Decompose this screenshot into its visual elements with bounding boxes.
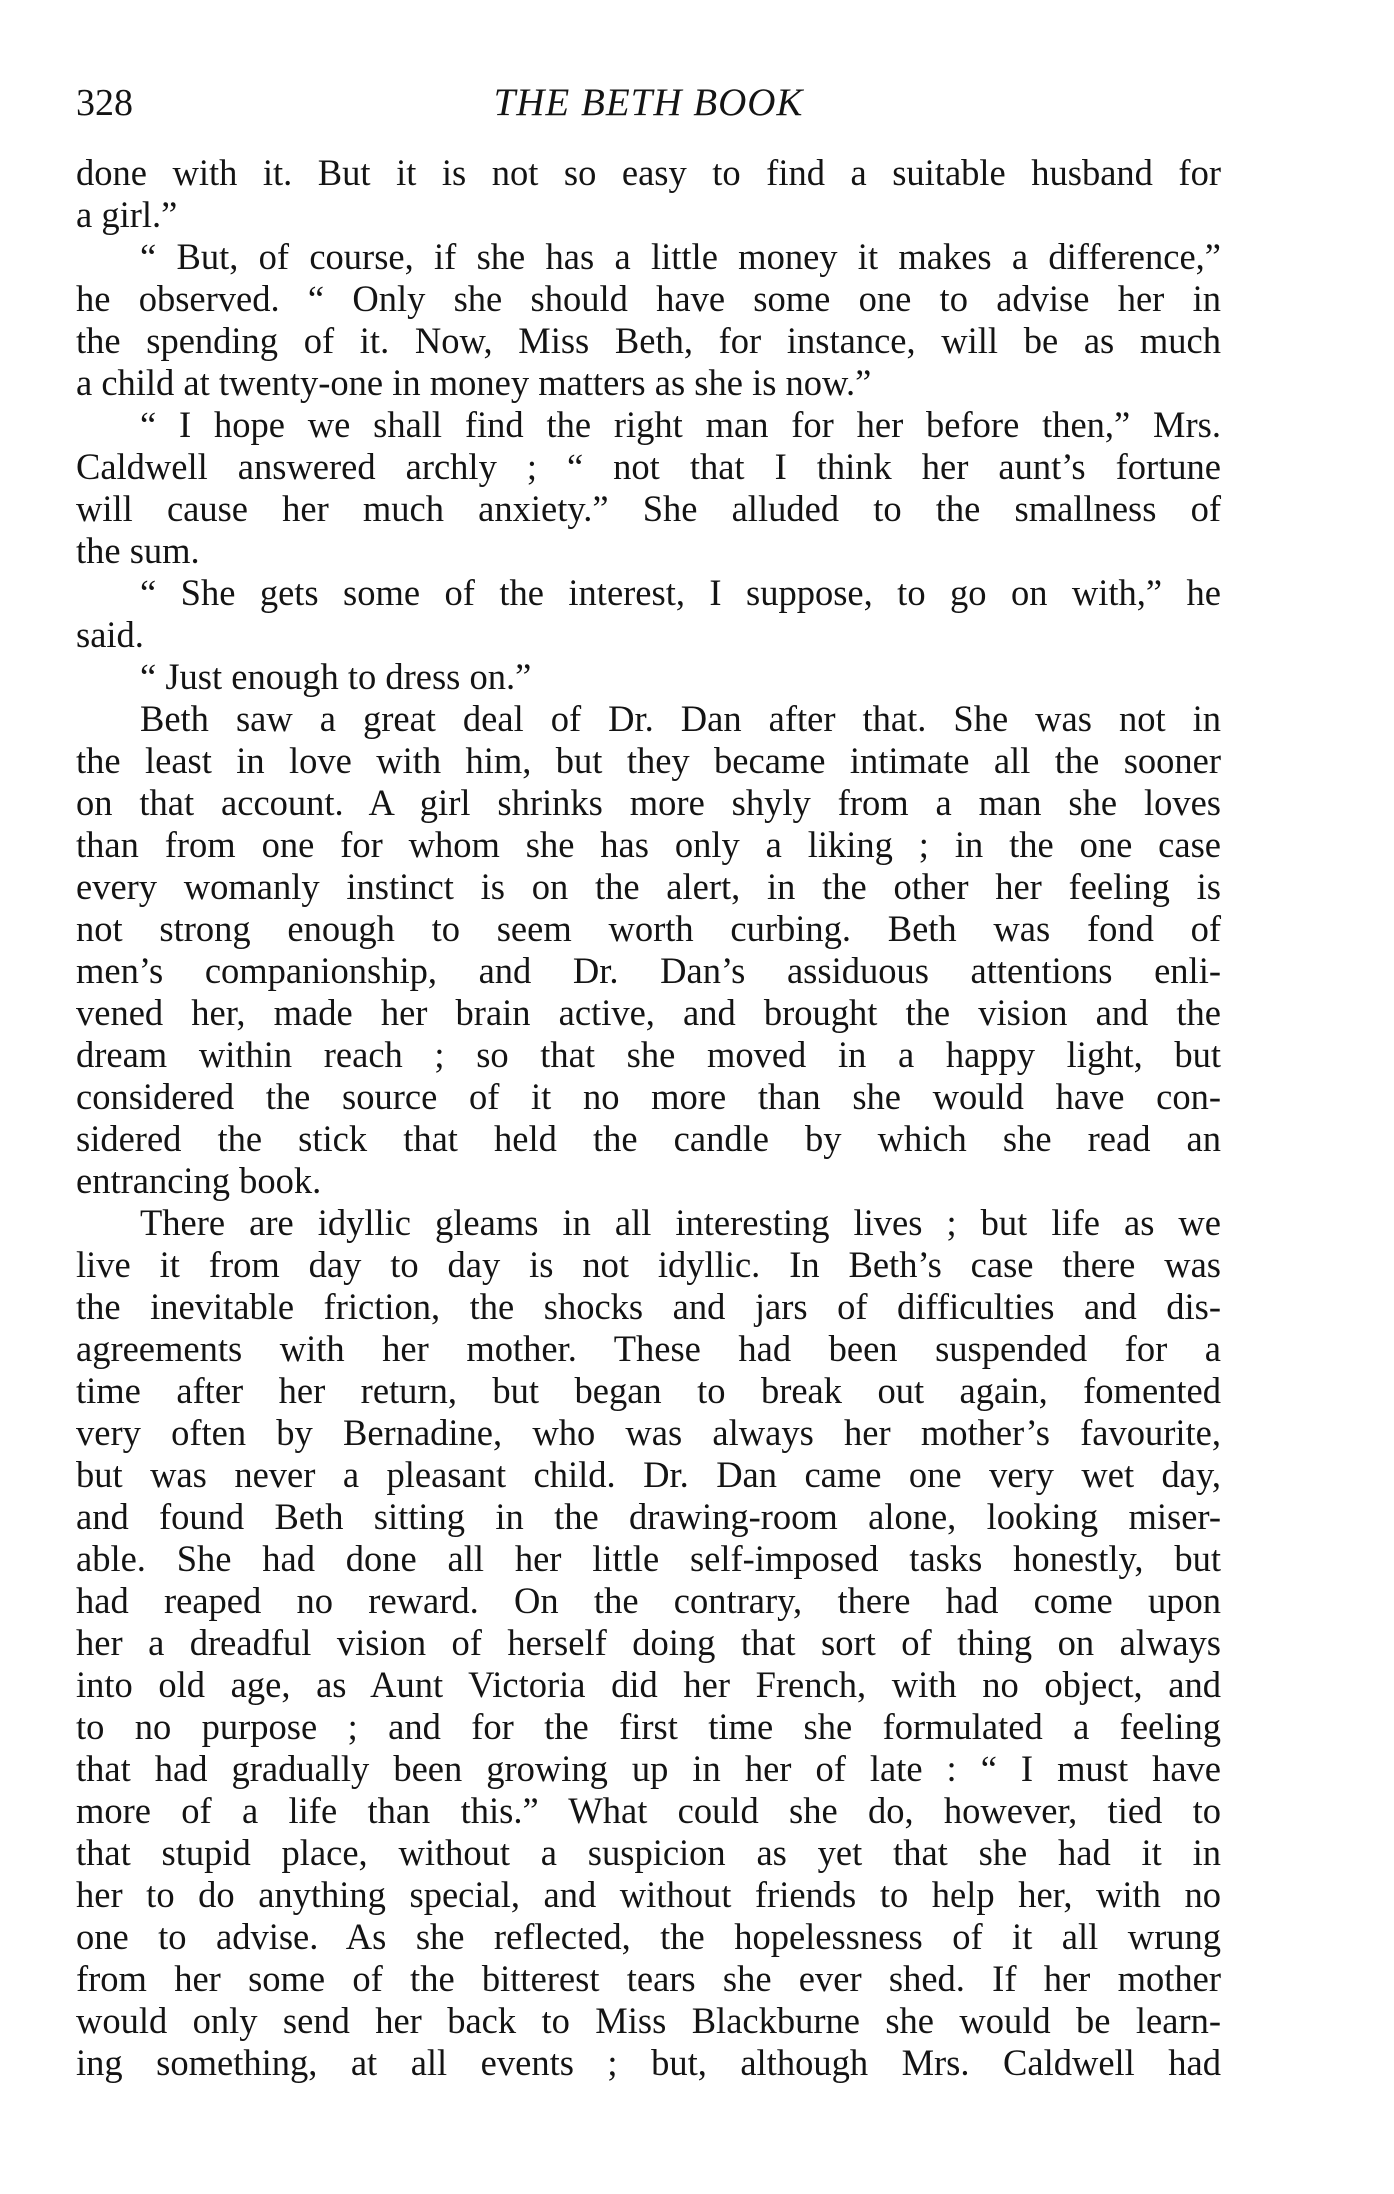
text-line: considered the source of it no more than she would have con- <box>76 1076 1221 1117</box>
text-line: time after her return, but began to break out again, fomented <box>76 1370 1221 1411</box>
text-line: that stupid place, without a suspicion as yet that she had it in <box>76 1832 1221 1873</box>
text-line: “ Just enough to dress on.” <box>140 656 532 697</box>
text-line: and found Beth sitting in the drawing-room alone, looking miser- <box>76 1496 1221 1537</box>
text-line: dream within reach ; so that she moved in a happy light, but <box>76 1034 1221 1075</box>
text-line: vened her, made her brain active, and brought the vision and the <box>76 992 1221 1033</box>
text-line: “ I hope we shall find the right man for her before then,” Mrs. <box>140 404 1221 445</box>
text-line: the sum. <box>76 530 200 571</box>
text-line: her a dreadful vision of herself doing that sort of thing on always <box>76 1622 1221 1663</box>
text-line: into old age, as Aunt Victoria did her French, with no object, and <box>76 1664 1221 1705</box>
text-line: very often by Bernadine, who was always her mother’s favourite, <box>76 1412 1221 1453</box>
text-line: “ She gets some of the interest, I suppose, to go on with,” he <box>140 572 1221 613</box>
text-line: “ But, of course, if she has a little money it makes a difference,” <box>140 236 1221 277</box>
page-number: 328 <box>76 82 133 124</box>
text-line: a girl.” <box>76 194 178 235</box>
text-line: live it from day to day is not idyllic. In Beth’s case there was <box>76 1244 1221 1285</box>
text-line: than from one for whom she has only a liking ; in the one case <box>76 824 1221 865</box>
page-header <box>76 78 1221 134</box>
text-line: will cause her much anxiety.” She alluded to the smallness of <box>76 488 1221 529</box>
body-text <box>76 152 1221 2084</box>
text-line: men’s companionship, and Dr. Dan’s assiduous attentions enli- <box>76 950 1221 991</box>
text-line: the spending of it. Now, Miss Beth, for instance, will be as much <box>76 320 1221 361</box>
text-line: entrancing book. <box>76 1160 322 1201</box>
text-line: ing something, at all events ; but, although Mrs. Caldwell had <box>76 2042 1221 2083</box>
text-line: not strong enough to seem worth curbing. Beth was fond of <box>76 908 1221 949</box>
text-line: sidered the stick that held the candle by which she read an <box>76 1118 1221 1159</box>
text-line: on that account. A girl shrinks more shyly from a man she loves <box>76 782 1221 823</box>
text-line: her to do anything special, and without friends to help her, with no <box>76 1874 1221 1915</box>
text-line: Caldwell answered archly ; “ not that I think her aunt’s fortune <box>76 446 1221 487</box>
text-line: would only send her back to Miss Blackburne she would be learn- <box>76 2000 1221 2041</box>
text-line: one to advise. As she reflected, the hopelessness of it all wrung <box>76 1916 1221 1957</box>
running-head: THE BETH BOOK <box>493 81 804 124</box>
text-line: the least in love with him, but they became intimate all the sooner <box>76 740 1221 781</box>
text-line: more of a life than this.” What could she do, however, tied to <box>76 1790 1221 1831</box>
text-line: able. She had done all her little self-imposed tasks honestly, but <box>76 1538 1221 1579</box>
text-line: said. <box>76 614 144 655</box>
text-line: from her some of the bitterest tears she ever shed. If her mother <box>76 1958 1221 1999</box>
text-line: agreements with her mother. These had been suspended for a <box>76 1328 1221 1369</box>
text-line: had reaped no reward. On the contrary, there had come upon <box>76 1580 1221 1621</box>
text-line: that had gradually been growing up in her of late : “ I must have <box>76 1748 1221 1789</box>
text-line: There are idyllic gleams in all interesting lives ; but life as we <box>140 1202 1221 1243</box>
text-line: a child at twenty-one in money matters as she is now.” <box>76 362 872 403</box>
text-line: the inevitable friction, the shocks and jars of difficulties and dis- <box>76 1286 1221 1327</box>
text-line: but was never a pleasant child. Dr. Dan came one very wet day, <box>76 1454 1221 1495</box>
text-line: to no purpose ; and for the first time she formulated a feeling <box>76 1706 1221 1747</box>
text-line: he observed. “ Only she should have some one to advise her in <box>76 278 1221 319</box>
text-line: every womanly instinct is on the alert, in the other her feeling is <box>76 866 1221 907</box>
text-line: Beth saw a great deal of Dr. Dan after that. She was not in <box>140 698 1221 739</box>
text-line: done with it. But it is not so easy to find a suitable husband for <box>76 152 1221 193</box>
